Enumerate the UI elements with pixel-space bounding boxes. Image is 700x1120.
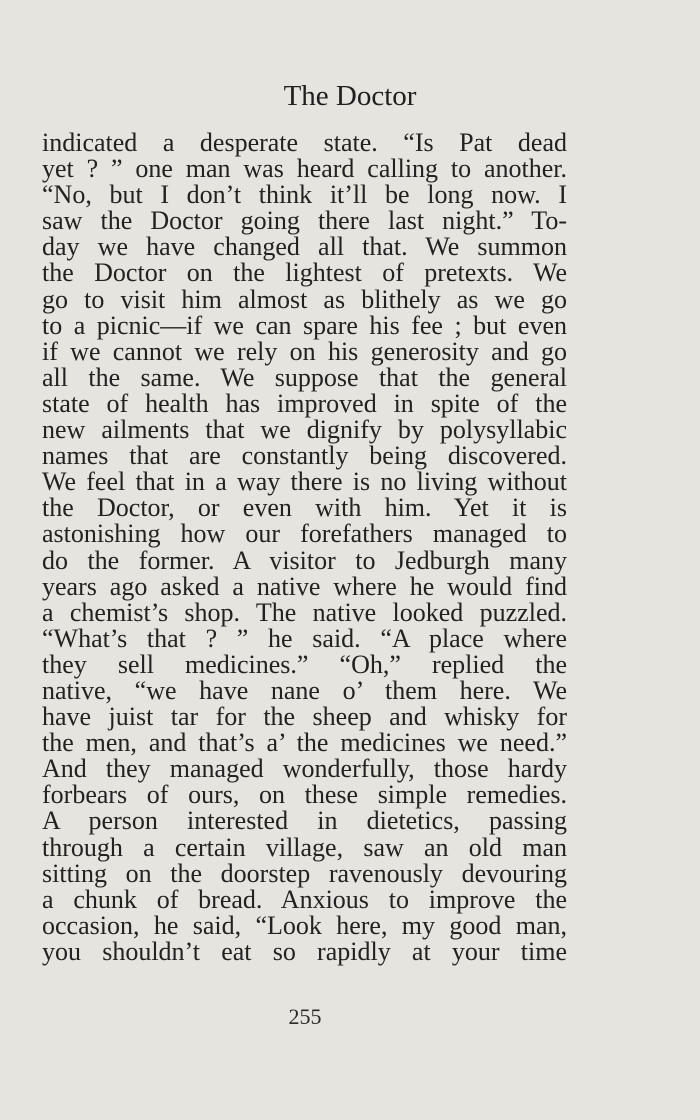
text-line: to a picnic—if we can spare his fee ; but even [42,310,567,340]
text-line: “What’s that ? ” he said. “A place where [42,623,567,653]
text-line: forbears of ours, on these simple remedies. [42,780,567,810]
text-line: sitting on the doorstep ravenously devouring [42,858,567,888]
text-line: names that are constantly being discovered. [42,441,567,471]
text-line: all the same. We suppose that the general [42,362,567,392]
text-line: state of health has improved in spite of the [42,388,567,418]
text-line: the Doctor on the lightest of pretexts. We [42,258,567,288]
text-line: new ailments that we dignify by polysyllabic [42,415,567,445]
text-line: a chunk of bread. Anxious to improve the [42,884,567,914]
text-line: indicated a desperate state. “Is Pat dead [42,128,567,157]
text-line: the men, and that’s a’ the medicines we need.” [42,728,567,758]
text-line: go to visit him almost as blithely as we go [42,284,567,314]
text-line: have juist tar for the sheep and whisky for [42,702,567,732]
text-line: they sell medicines.” “Oh,” replied the [42,649,567,679]
text-line: you shouldn’t eat so rapidly at your time [42,936,567,966]
text-line: We feel that in a way there is no living without [42,467,567,497]
text-line: through a certain village, saw an old man [42,832,567,862]
running-head: The Doctor [283,80,417,112]
text-line: A person interested in dietetics, passing [42,806,567,836]
text-line: the Doctor, or even with him. Yet it is [42,493,567,523]
page-number: 255 [288,1004,322,1029]
text-line: astonishing how our forefathers managed to [42,519,567,549]
text-line: occasion, he said, “Look here, my good man, [42,910,567,940]
text-line: And they managed wonderfully, those hardy [42,754,567,784]
text-line: if we cannot we rely on his generosity and go [42,336,567,366]
text-line: day we have changed all that. We summon [42,232,567,262]
body-text [42,130,567,965]
text-line: a chemist’s shop. The native looked puzzled. [42,597,567,627]
text-line: do the former. A visitor to Jedburgh many [42,545,567,575]
text-line: “No, but I don’t think it’ll be long now. I [42,180,567,210]
text-line: native, “we have nane o’ them here. We [42,675,567,705]
text-line: saw the Doctor going there last night.” To- [42,206,567,236]
text-line: years ago asked a native where he would find [42,571,567,601]
text-line: yet ? ” one man was heard calling to another. [42,154,567,184]
